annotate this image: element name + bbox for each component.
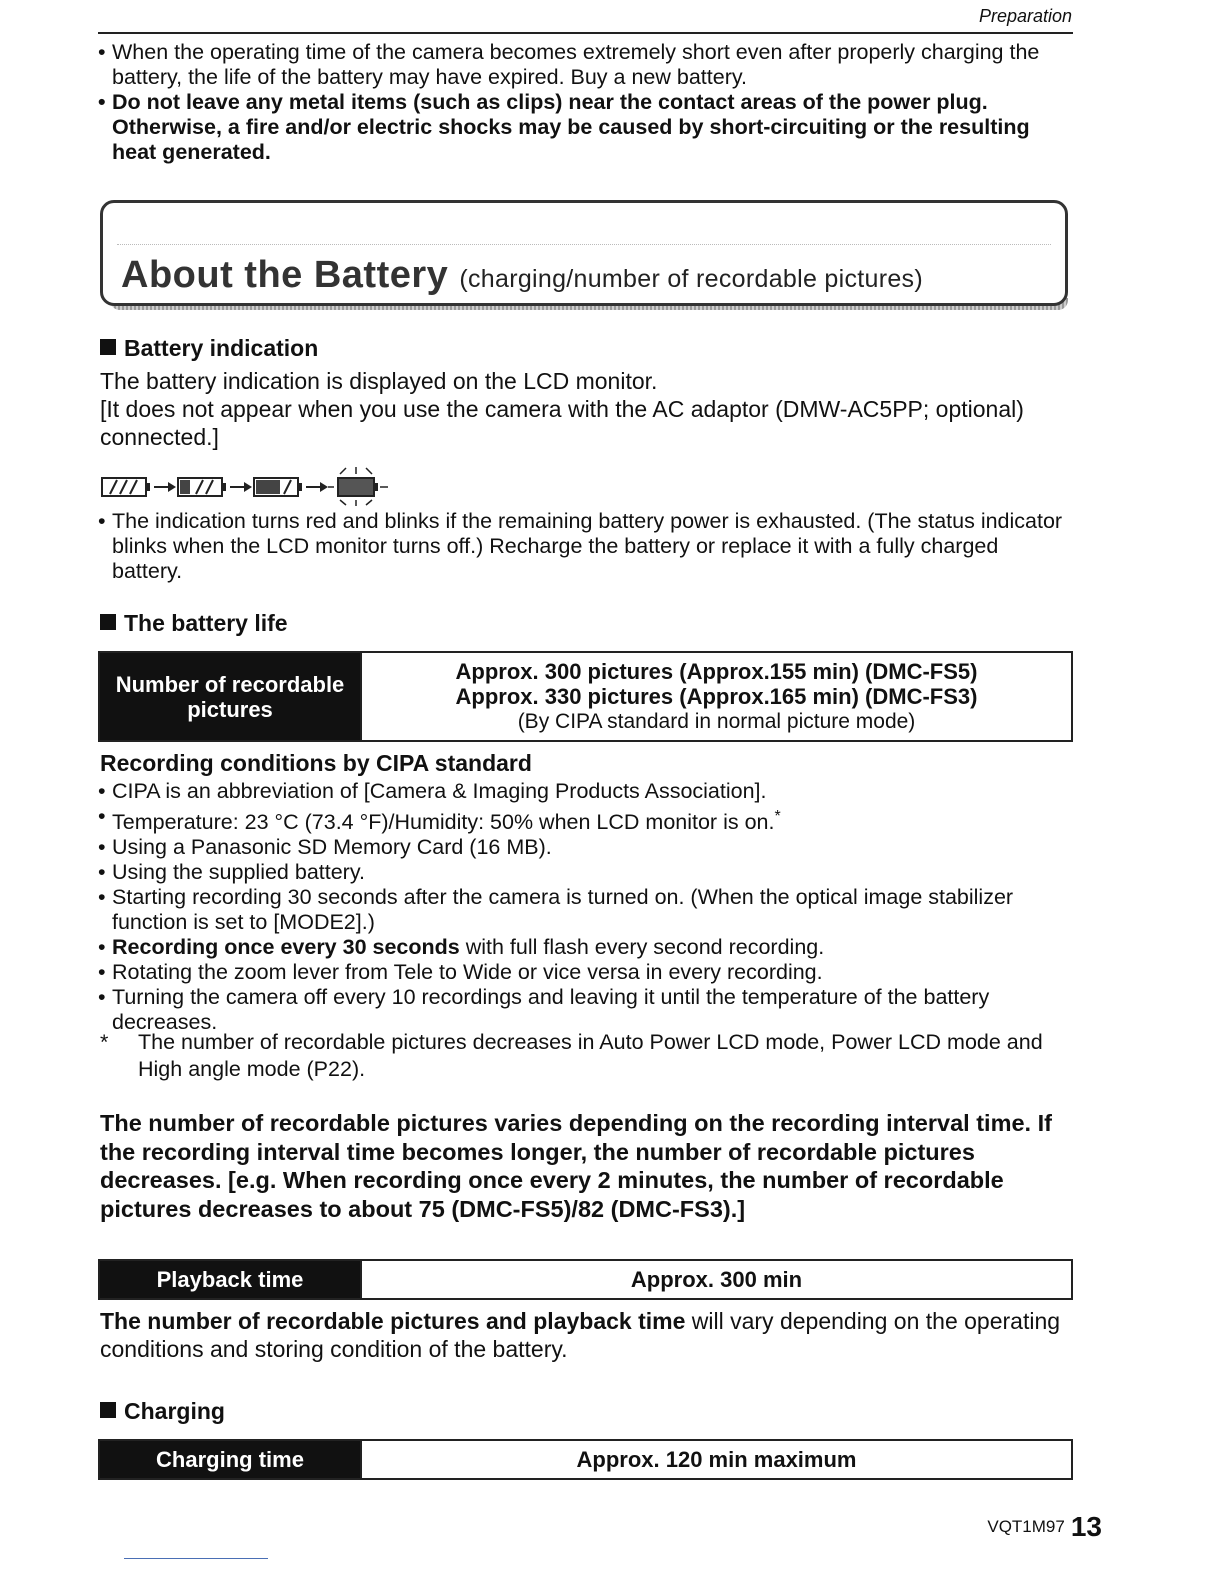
banner-subtitle: (charging/number of recordable pictures) (459, 265, 923, 293)
battery-two-thirds-icon (178, 478, 226, 496)
battery-indication-line2: [It does not appear when you use the camera with the AC adaptor (DMW-AC5PP; optional) connected.] (100, 396, 1024, 450)
cipa-item: • Rotating the zoom lever from Tele to Wide or vice versa in every recording. (98, 960, 1073, 985)
cipa-item: • Starting recording 30 seconds after the camera is turned on. (When the optical image stabilizer function is set to [MODE2].) (98, 885, 1073, 935)
asterisk-note (100, 1029, 1075, 1083)
asterisk-note-text: The number of recordable pictures decreases in Auto Power LCD mode, Power LCD mode and High angle mode (P22). (138, 1030, 1043, 1081)
playback-label: Playback time (100, 1261, 360, 1298)
battery-indication-text (100, 367, 1075, 451)
banner-title (121, 254, 923, 297)
arrow-right-icon (154, 482, 176, 492)
heading-cipa: Recording conditions by CIPA standard (100, 750, 532, 776)
banner-divider (117, 244, 1051, 245)
battery-full-icon (102, 478, 150, 496)
playback-value: Approx. 300 min (360, 1261, 1071, 1298)
battery-level-sequence (100, 466, 390, 506)
cipa-conditions (98, 779, 1073, 1035)
header-rule (98, 32, 1073, 34)
square-bullet-icon (100, 614, 116, 630)
page-number: 13 (1070, 1511, 1102, 1542)
arrow-right-icon (230, 482, 252, 492)
heading-charging: Charging (100, 1398, 225, 1425)
heading-battery-life: The battery life (100, 610, 288, 637)
intro-bullets (98, 40, 1073, 165)
square-bullet-icon (100, 1402, 116, 1418)
battery-life-table (98, 651, 1073, 742)
intro-bullet-2: • Do not leave any metal items (such as clips) near the contact areas of the power plug. Otherwise, a fire and/or electric shocks may be caused by short-circuiting or the resulting heat generated. (98, 90, 1073, 165)
cipa-item: • Using a Panasonic SD Memory Card (16 MB). (98, 835, 1073, 860)
battery-life-standard: (By CIPA standard in normal picture mode) (517, 710, 916, 733)
square-bullet-icon (100, 339, 116, 355)
heading-battery-indication: Battery indication (100, 335, 318, 362)
page-footer (987, 1511, 1102, 1543)
battery-empty-blinking-icon (328, 467, 388, 506)
charging-value: Approx. 120 min maximum (360, 1441, 1071, 1478)
battery-indication-note-item: • The indication turns red and blinks if the remaining battery power is exhausted. (The status indicator blinks when the LCD monitor turns off.) Recharge the battery or replace it with a fully charged battery. (98, 509, 1073, 584)
vary-note: The number of recordable pictures and playback time will vary depending on the operating conditions and storing condition of the battery. (100, 1308, 1061, 1362)
battery-indication-line1: The battery indication is displayed on the LCD monitor. (100, 368, 658, 394)
document-code: VQT1M97 (987, 1517, 1065, 1536)
cipa-item: • CIPA is an abbreviation of [Camera & Imaging Products Association]. (98, 779, 1073, 804)
battery-one-third-icon (254, 478, 302, 496)
section-title: Preparation (978, 6, 1072, 26)
cipa-item: • Turning the camera off every 10 recordings and leaving it until the temperature of the battery decreases. (98, 985, 1073, 1035)
footer-rule (124, 1558, 268, 1559)
banner-title-text: About the Battery (121, 254, 449, 296)
charging-table (98, 1439, 1073, 1480)
interval-note: The number of recordable pictures varies depending on the recording interval time. If the recording interval time becomes longer, the number of recordable pictures decreases. [e.g. When recording once every 2 minutes, the number of recordable pictures decreases to about 75 (DMC-FS5)/82 (DMC-FS3).] (100, 1110, 1052, 1222)
charging-label: Charging time (100, 1441, 360, 1478)
intro-bullet-1: • When the operating time of the camera becomes extremely short even after properly charging the battery, the life of the battery may have expired. Buy a new battery. (98, 40, 1073, 90)
arrow-right-icon (306, 482, 328, 492)
cipa-item: • Temperature: 23 °C (73.4 °F)/Humidity: 50% when LCD monitor is on.* (98, 804, 1073, 835)
cipa-item: • Using the supplied battery. (98, 860, 1073, 885)
playback-table (98, 1259, 1073, 1300)
section-banner (100, 200, 1068, 306)
battery-indication-note (98, 509, 1073, 584)
battery-life-fs5: Approx. 300 pictures (Approx.155 min) (DMC-FS5) (455, 659, 978, 684)
asterisk-mark: * (774, 808, 781, 825)
asterisk-mark: * (100, 1030, 109, 1054)
cipa-item: • Recording once every 30 seconds with full flash every second recording. (98, 935, 1073, 960)
battery-life-label: Number of recordable pictures (100, 653, 360, 740)
battery-life-values (360, 653, 1071, 740)
battery-life-fs3: Approx. 330 pictures (Approx.165 min) (DMC-FS3) (455, 684, 978, 709)
